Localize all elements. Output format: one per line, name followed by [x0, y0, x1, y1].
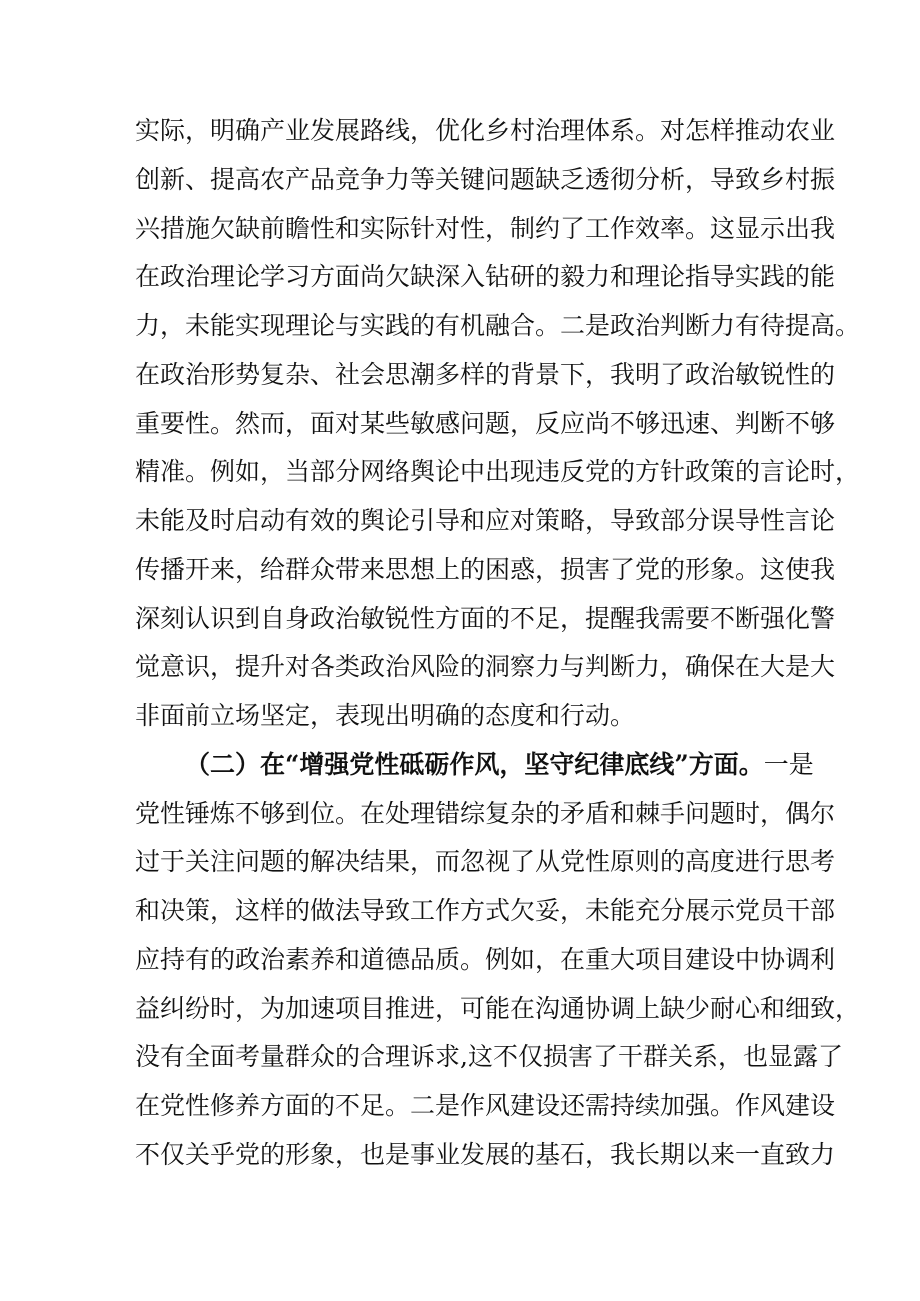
text-line: 益纠纷时，为加速项目推进，可能在沟通协调上缺少耐心和细致，: [135, 993, 861, 1023]
heading-line-rest: 一是: [763, 749, 814, 779]
text-line: 创新、提高农产品竞争力等关键问题缺乏透彻分析，导致乡村振: [135, 164, 836, 194]
section-heading: （二）在“增强党性砥砺作风，坚守纪律底线”方面。: [185, 749, 764, 779]
text-line: 没有全面考量群众的合理诉求,这不仅损害了干群关系，也显露了: [135, 1042, 843, 1072]
document-body: [135, 107, 861, 1180]
text-line: 在政治形势复杂、社会思潮多样的背景下，我明了政治敏锐性的: [135, 359, 836, 389]
text-line: 深刻认识到自身政治敏锐性方面的不足，提醒我需要不断强化警: [135, 603, 836, 633]
text-line: 应持有的政治素养和道德品质。例如，在重大项目建设中协调利: [135, 944, 836, 974]
section-heading-line: [135, 741, 814, 790]
text-line: 在政治理论学习方面尚欠缺深入钻研的毅力和理论指导实践的能: [135, 262, 836, 292]
text-line: 精准。例如，当部分网络舆论中出现违反党的方针政策的言论时，: [135, 457, 861, 487]
text-line: 实际，明确产业发展路线，优化乡村治理体系。对怎样推动农业: [135, 116, 836, 145]
text-line: 传播开来，给群众带来思想上的困惑，损害了党的形象。这使我: [135, 554, 836, 584]
text-line: 力，未能实现理论与实践的有机融合。二是政治判断力有待提高。: [135, 311, 861, 340]
text-line: 在党性修养方面的不足。二是作风建设还需持续加强。作风建设: [135, 1091, 836, 1120]
text-line: 过于关注问题的解决结果，而忽视了从党性原则的高度进行思考: [135, 847, 836, 877]
text-line: 不仅关乎党的形象，也是事业发展的基石，我长期以来一直致力: [135, 1139, 836, 1169]
text-line: 和决策，这样的做法导致工作方式欠妥，未能充分展示党员干部: [135, 896, 836, 925]
text-line: 兴措施欠缺前瞻性和实际针对性，制约了工作效率。这显示出我: [135, 213, 836, 243]
text-line: 重要性。然而，面对某些敏感问题，反应尚不够迅速、判断不够: [135, 408, 836, 438]
text-line: 觉意识，提升对各类政治风险的洞察力与判断力，确保在大是大: [135, 652, 836, 682]
text-line: 非面前立场坚定，表现出明确的态度和行动。: [135, 701, 636, 730]
text-line: 党性锤炼不够到位。在处理错综复杂的矛盾和棘手问题时，偶尔: [135, 798, 836, 828]
text-line: 未能及时启动有效的舆论引导和应对策略，导致部分误导性言论: [135, 506, 836, 535]
